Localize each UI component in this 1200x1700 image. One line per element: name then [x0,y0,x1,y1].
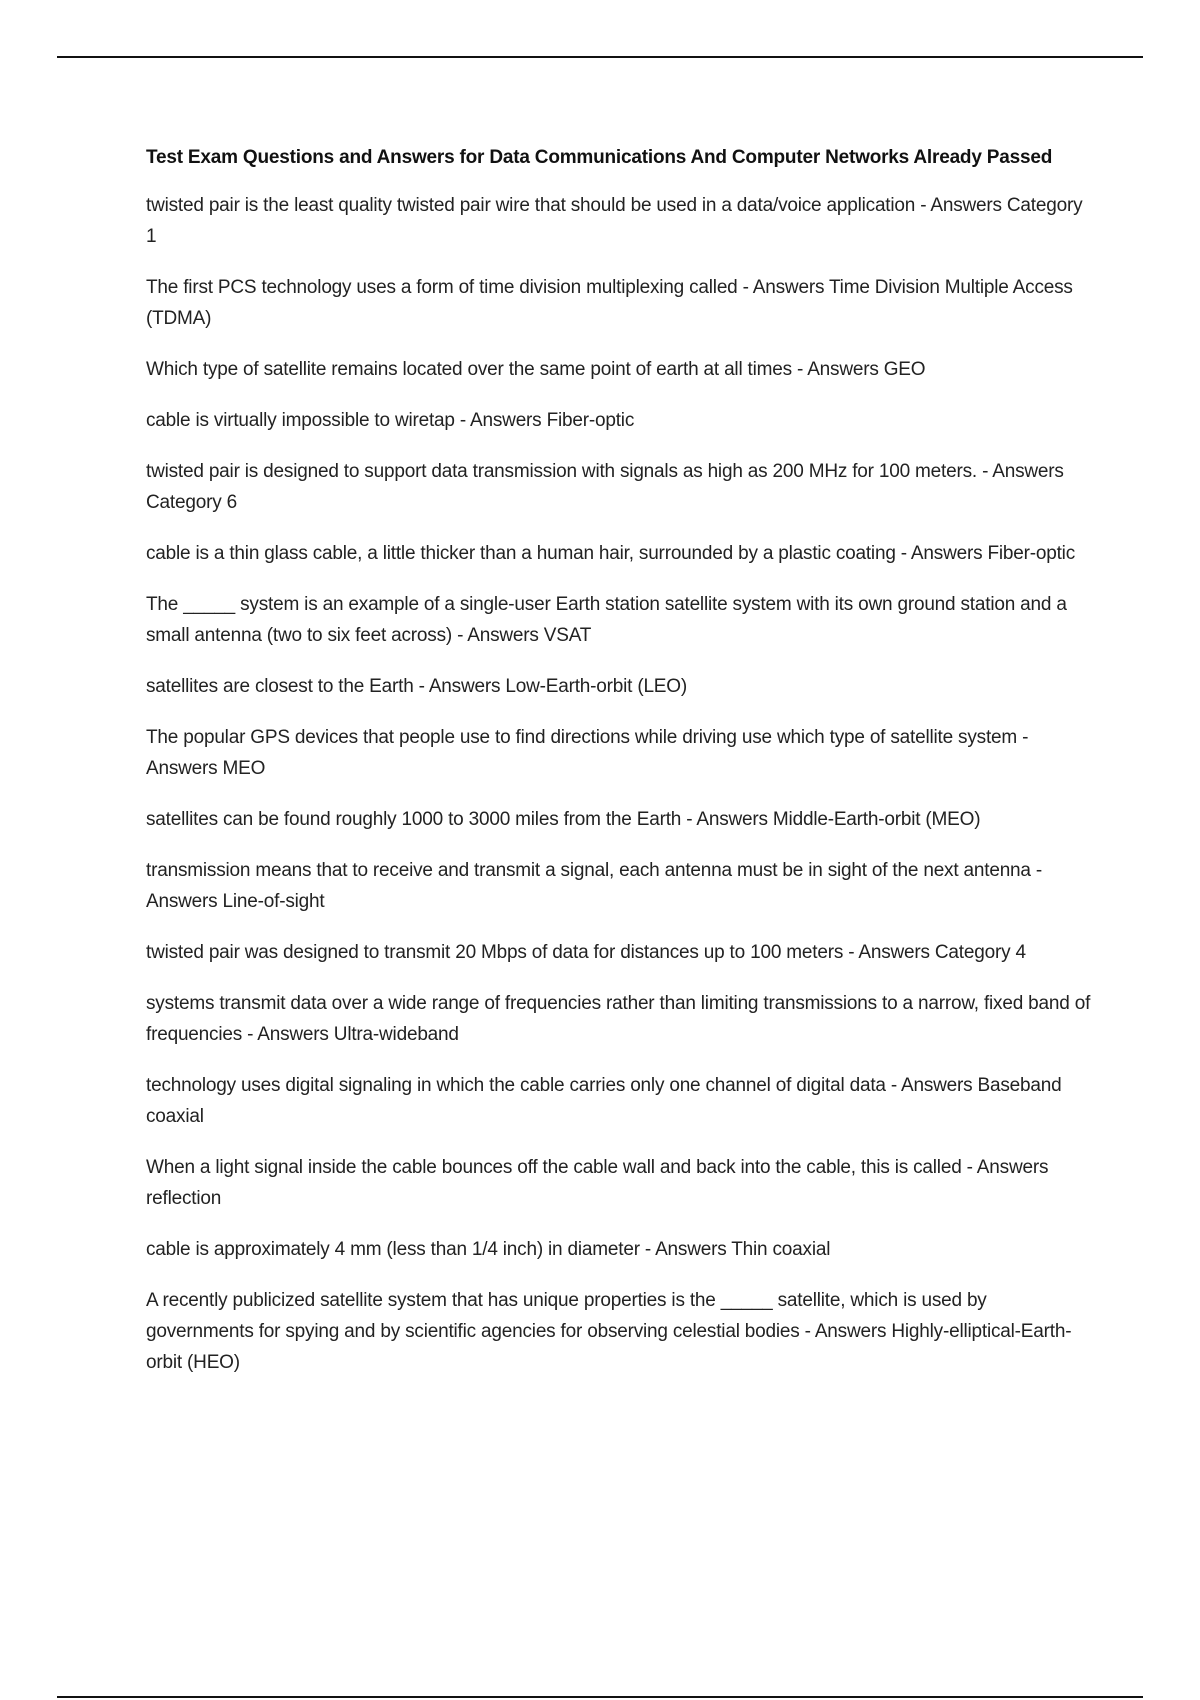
qa-item: technology uses digital signaling in which the cable carries only one channel of digital data - Answers Baseband coaxial [146,1075,1062,1127]
qa-item: The first PCS technology uses a form of time division multiplexing called - Answers Time Division Multiple Access (TDMA) [146,277,1073,329]
qa-list [146,190,1094,1378]
bottom-divider [57,1696,1143,1698]
qa-item: cable is approximately 4 mm (less than 1/4 inch) in diameter - Answers Thin coaxial [146,1239,831,1260]
qa-item: cable is virtually impossible to wiretap - Answers Fiber-optic [146,410,635,431]
document-body [146,143,1094,1398]
qa-item: twisted pair is designed to support data transmission with signals as high as 200 MHz for 100 meters. - Answers Category 6 [146,461,1064,513]
document-title: Test Exam Questions and Answers for Data Communications And Computer Networks Already Passed [146,147,1053,168]
qa-item: twisted pair is the least quality twisted pair wire that should be used in a data/voice application - Answers Category 1 [146,195,1083,247]
qa-item: The _____ system is an example of a single-user Earth station satellite system with its own ground station and a small antenna (two to six feet across) - Answers VSAT [146,594,1067,646]
qa-item: A recently publicized satellite system that has unique properties is the _____ satellite, which is used by governments for spying and by scientific agencies for observing celestial bodies - Answers Highly-elliptical-Earth-orbit (HEO) [146,1290,1072,1373]
qa-item: satellites are closest to the Earth - Answers Low-Earth-orbit (LEO) [146,676,687,697]
qa-item: systems transmit data over a wide range of frequencies rather than limiting transmissions to a narrow, fixed band of frequencies - Answers Ultra-wideband [146,993,1091,1045]
top-divider [57,56,1143,58]
qa-item: When a light signal inside the cable bounces off the cable wall and back into the cable, this is called - Answers reflection [146,1157,1049,1209]
qa-item: cable is a thin glass cable, a little thicker than a human hair, surrounded by a plastic coating - Answers Fiber-optic [146,543,1076,564]
qa-item: transmission means that to receive and transmit a signal, each antenna must be in sight of the next antenna - Answers Line-of-sight [146,860,1042,912]
qa-item: Which type of satellite remains located over the same point of earth at all times - Answers GEO [146,359,926,380]
qa-item: twisted pair was designed to transmit 20 Mbps of data for distances up to 100 meters - Answers Category 4 [146,942,1026,963]
qa-item: The popular GPS devices that people use to find directions while driving use which type of satellite system - Answers MEO [146,727,1029,779]
qa-item: satellites can be found roughly 1000 to 3000 miles from the Earth - Answers Middle-Earth-orbit (MEO) [146,809,981,830]
